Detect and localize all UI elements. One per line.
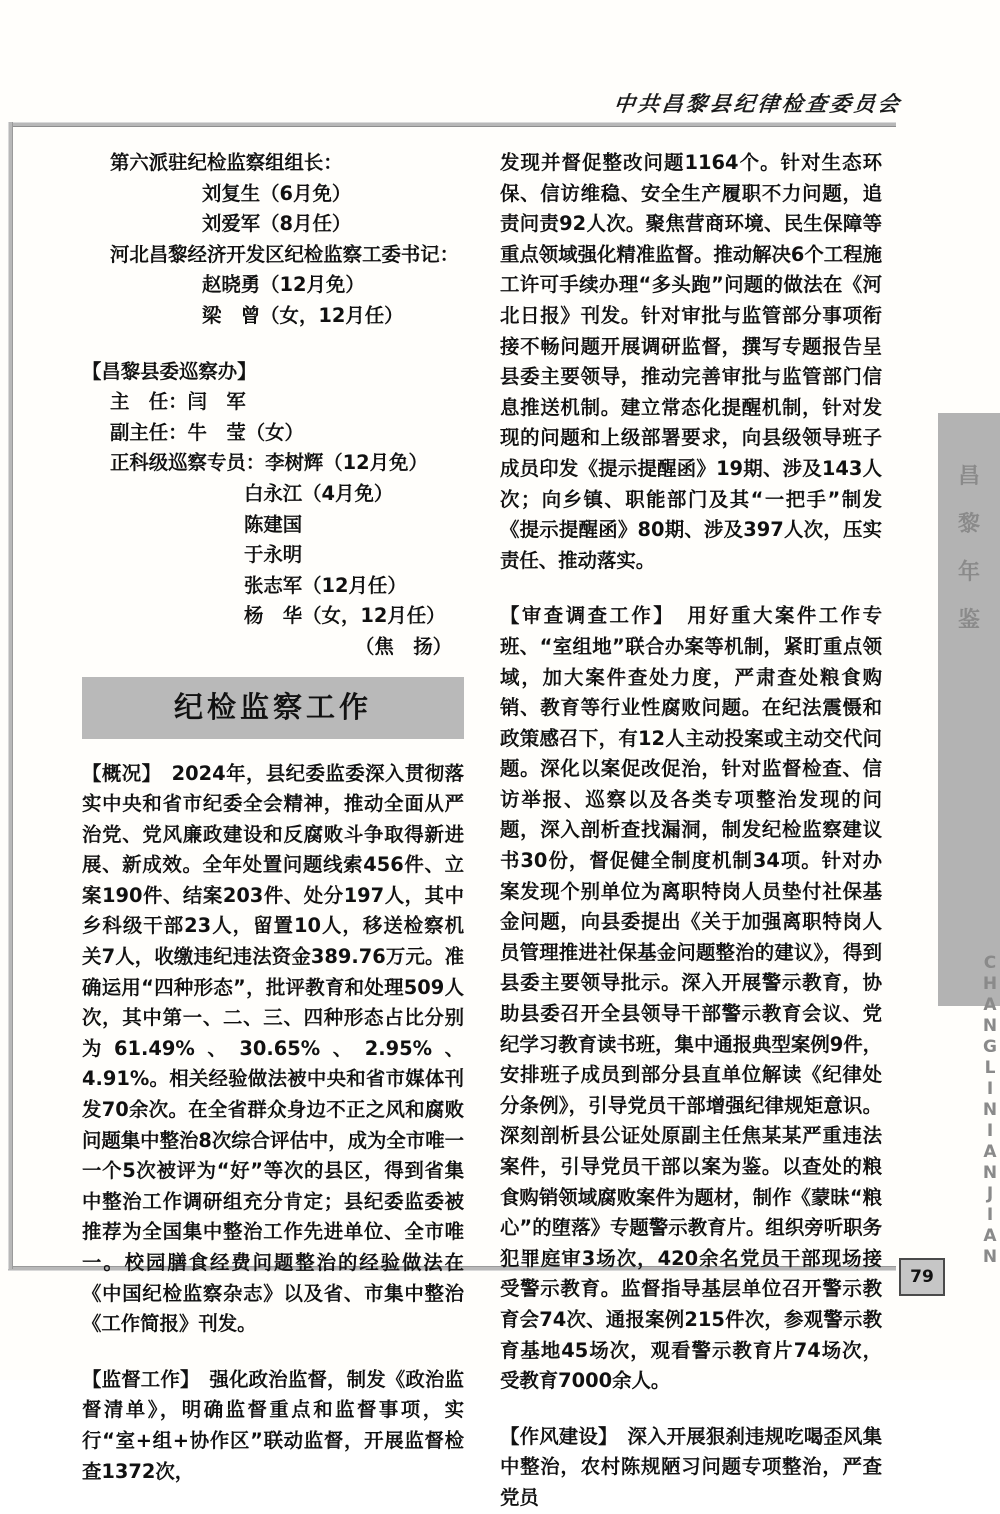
roster-heading-inspection-office: 【昌黎县委巡察办】	[82, 359, 257, 383]
paragraph-heading: 【监督工作】	[82, 1367, 210, 1391]
roster-line: 第六派驻纪检监察组组长：	[110, 151, 343, 174]
side-tab-chinese-label	[938, 453, 1000, 645]
roster-line: 杨 华（女，12月任）	[244, 604, 446, 628]
paragraph-text: 用好重大案件工作专班、“室组地”联合办案等机制，紧盯重点领域，加大案件查处力度，严肃查处粮食购销、教育等行业性腐败问题。在纪法震慑和政策感召下，有12人主动投案或主动交代问题。深化以案促改促治，针对监督检查、信访举报、巡察以及各类专项整治发现的问题，深入剖析查找漏洞，制发纪检监察建议书30份，督促健全制度机制34项。针对办案发现个别单位为离职特岗人员垫付社保基金问题，向县委提出《关于加强离职特岗人员管理推进社保基金问题整治的建议》，得到县委主要领导批示。深入开展警示教育，协助县委召开全县领导干部警示教育会议、党纪学习教育读书班，集中通报典型案例9件，安排班子成员到部分县直单位解读《纪律处分条例》，引导党员干部增强纪律规矩意识。深刻剖析县公证处原副主任焦某某严重违法案件，引导党员干部以案为鉴。以查处的粮食购销领域腐败案件为题材，制作《蒙昧“粮心”的堕落》专题警示教育片。组织旁听职务犯罪庭审3场次，420余名党员干部现场接受警示教育。监督指导基层单位召开警示教育会74次、通报案例215件次，参观警示教育基地45场次，观看警示教育片74场次，受教育7000余人。	[500, 604, 882, 1393]
side-tab-char: 年	[957, 560, 980, 585]
right-column	[500, 148, 882, 1514]
paragraph-spacer	[500, 576, 882, 601]
paragraph-text: 发现并督促整改问题1164个。针对生态环保、信访维稳、安全生产履职不力问题，追责问责92人次。聚焦营商环境、民生保障等重点领域强化精准监督。推动解决6个工程施工许可手续办理“多头跑”问题的做法在《河北日报》刊发。针对审批与监管部分事项衔接不畅问题开展调研监督，撰写专题报告呈县委主要领导，推动完善审批与监管部门信息推送机制。建立常态化提醒机制，针对发现的问题和上级部署要求，向县级领导班子成员印发《提示提醒函》19期、涉及143人次；向乡镇、职能部门及其“一把手”制发《提示提醒函》80期、涉及397人次，压实责任、推动落实。	[500, 151, 882, 572]
paragraph-spacer	[500, 1397, 882, 1422]
roster-line: 张志军（12月任）	[244, 573, 407, 597]
roster-line: 白永江（4月免）	[244, 481, 394, 505]
paragraph-text: 2024年，县纪委监委深入贯彻落实中央和省市纪委全会精神，推动全面从严治党、党风廉政建设和反腐败斗争取得新进展、新成效。全年处置问题线索456件、立案190件、结案203件、处分197人，其中乡科级干部23人，留置10人，移送检察机关7人，收缴违纪违法资金389.76万元。准确运用“四种形态”，批评教育和处理509人次，其中第一、二、三、四种形态占比分别为61.49%、30.65%、2.95%、4.91%。相关经验做法被中央和省市媒体刊发70余次。在全省群众身边不正之风和腐败问题集中整治8次综合评估中，成为全市唯一一个5次被评为“好”等次的县区，得到省集中整治工作调研组充分肯定；县纪委监委被推荐为全国集中整治工作先进单位、全市唯一。校园膳食经费问题整治的经验做法在《中国纪检监察杂志》以及省、市集中整治《工作简报》刊发。	[82, 761, 464, 1336]
section-title-banner	[82, 677, 464, 739]
personnel-roster-inspection-office	[82, 387, 464, 632]
section-attribution: （焦 扬）	[355, 634, 452, 658]
paragraph-text: 强化政治监督，制发《政治监督清单》，明确监督重点和监督事项，实行“室+组+协作区”联动监督，开展监督检查1372次，	[82, 1367, 464, 1483]
right-column-body	[500, 148, 882, 1514]
roster-line: 刘爱军（8月任）	[202, 212, 352, 236]
paragraph-heading: 【作风建设】	[500, 1424, 628, 1448]
side-tab-char: 鉴	[957, 608, 980, 633]
roster-line: 赵晓勇（12月免）	[202, 273, 365, 297]
personnel-roster-appointments	[82, 148, 464, 332]
roster-line: 陈建国	[244, 512, 303, 536]
paragraph-heading: 【审查调查工作】	[500, 604, 688, 628]
body-paragraph	[500, 601, 882, 1396]
roster-line: 主 任：闫 军	[110, 390, 246, 414]
roster-line: 于永明	[244, 543, 303, 567]
body-paragraph	[500, 148, 882, 576]
page-frame-left-rule	[8, 122, 13, 1269]
left-column-body	[82, 759, 464, 1488]
body-paragraph	[500, 1422, 882, 1514]
left-column	[82, 148, 464, 1487]
side-tab-char: 黎	[957, 512, 980, 537]
body-paragraph	[82, 759, 464, 1340]
roster-line: 梁 曾（女，12月任）	[202, 303, 404, 327]
paragraph-text: 深入开展狠刹违规吃喝歪风集中整治，农村陈规陋习问题专项整治，严查党员	[500, 1424, 882, 1509]
roster-line: 河北昌黎经济开发区纪检监察工委书记：	[110, 242, 460, 266]
body-paragraph	[82, 1365, 464, 1487]
roster-line: 副主任：牛 莹（女）	[110, 420, 304, 444]
running-head: 中共昌黎县纪律检查委员会	[612, 92, 904, 116]
paragraph-spacer	[82, 1340, 464, 1365]
page-frame-top-rule	[8, 122, 896, 127]
roster-spacer	[82, 332, 464, 357]
side-tab-char: 昌	[957, 464, 980, 489]
page-number-badge: 79	[899, 1258, 945, 1296]
section-title-text: 纪检监察工作	[173, 690, 372, 725]
roster-line: 正科级巡察专员：李树辉（12月免）	[110, 451, 428, 475]
side-tab	[938, 413, 1000, 1268]
paragraph-heading: 【概况】	[82, 761, 172, 785]
side-tab-english-label: CHANGLINIANJIAN	[980, 953, 1000, 1268]
roster-line: 刘复生（6月免）	[202, 181, 352, 205]
